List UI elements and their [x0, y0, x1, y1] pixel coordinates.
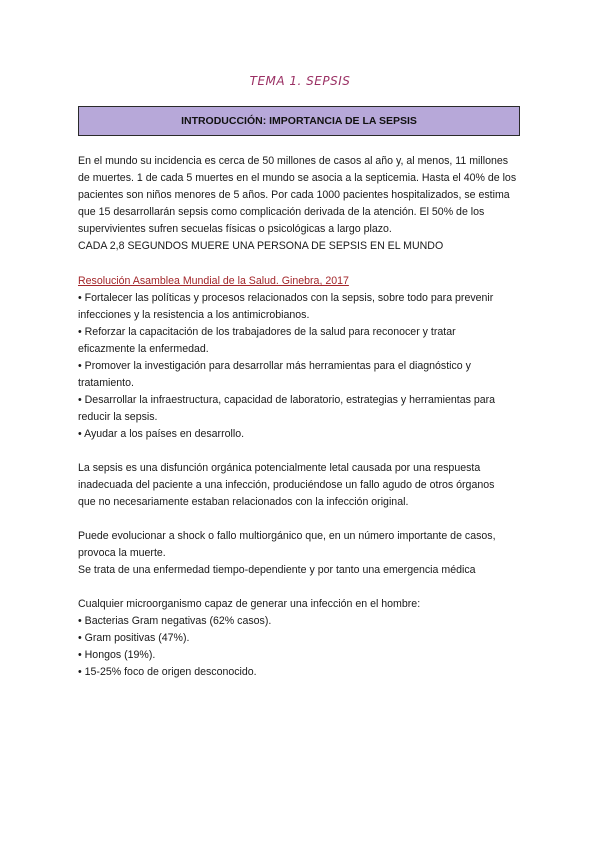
list-item: reducir la sepsis. — [78, 411, 158, 423]
text-line: que 15 desarrollarán sepsis como complicación derivada de la atención. El 50% de los — [78, 206, 485, 218]
microorganisms-section — [78, 596, 526, 681]
text-line: La sepsis es una disfunción orgánica potencialmente letal causada por una respuesta — [78, 462, 481, 474]
text-line: supervivientes sufren secuelas físicas o psicológicas a largo plazo. — [78, 223, 392, 235]
list-item: • Hongos (19%). — [78, 649, 156, 661]
text-line: que no necesariamente estaban relacionados con la infección original. — [78, 496, 409, 508]
definition-paragraph — [78, 460, 526, 511]
section-heading-box — [78, 106, 520, 136]
list-item: • Promover la investigación para desarrollar más herramientas para el diagnóstico y — [78, 360, 471, 372]
resolution-section — [78, 273, 526, 443]
list-item: infecciones y la resistencia a los antimicrobianos. — [78, 309, 310, 321]
list-item: eficazmente la enfermedad. — [78, 343, 209, 355]
text-line: provoca la muerte. — [78, 547, 166, 559]
list-item: • 15-25% foco de origen desconocido. — [78, 666, 257, 678]
list-item: • Gram positivas (47%). — [78, 632, 190, 644]
text-line: Se trata de una enfermedad tiempo-dependiente y por tanto una emergencia médica — [78, 564, 476, 576]
text-line: Puede evolucionar a shock o fallo multiorgánico que, en un número importante de casos, — [78, 530, 496, 542]
text-line: En el mundo su incidencia es cerca de 50 millones de casos al año y, al menos, 11 millones — [78, 155, 509, 167]
text-line: Cualquier microorganismo capaz de generar una infección en el hombre: — [78, 598, 421, 610]
list-item: • Desarrollar la infraestructura, capacidad de laboratorio, estrategias y herramientas para — [78, 394, 496, 406]
list-item: • Ayudar a los países en desarrollo. — [78, 428, 245, 440]
section-heading: INTRODUCCIÓN: IMPORTANCIA DE LA SEPSIS — [181, 115, 417, 127]
list-item: • Bacterias Gram negativas (62% casos). — [78, 615, 272, 627]
text-line: inadecuada del paciente a una infección, produciéndose un fallo agudo de otros órganos — [78, 479, 495, 491]
text-line: de muertes. 1 de cada 5 muertes en el mundo se asocia a la septicemia. Hasta el 40% de los — [78, 172, 517, 184]
list-item: tratamiento. — [78, 377, 134, 389]
evolution-paragraph — [78, 528, 526, 579]
list-item: • Reforzar la capacitación de los trabajadores de la salud para reconocer y tratar — [78, 326, 456, 338]
text-line: pacientes son niños menores de 5 años. Por cada 1000 pacientes hospitalizados, se estima — [78, 189, 510, 201]
resolution-link[interactable]: Resolución Asamblea Mundial de la Salud. Ginebra, 2017 — [78, 275, 349, 287]
page-title: TEMA 1. SEPSIS — [249, 74, 351, 88]
list-item: • Fortalecer las políticas y procesos relacionados con la sepsis, sobre todo para prevenir — [78, 292, 494, 304]
resolution-list — [78, 290, 526, 443]
intro-paragraph — [78, 153, 526, 255]
text-line: CADA 2,8 SEGUNDOS MUERE UNA PERSONA DE SEPSIS EN EL MUNDO — [78, 240, 444, 252]
